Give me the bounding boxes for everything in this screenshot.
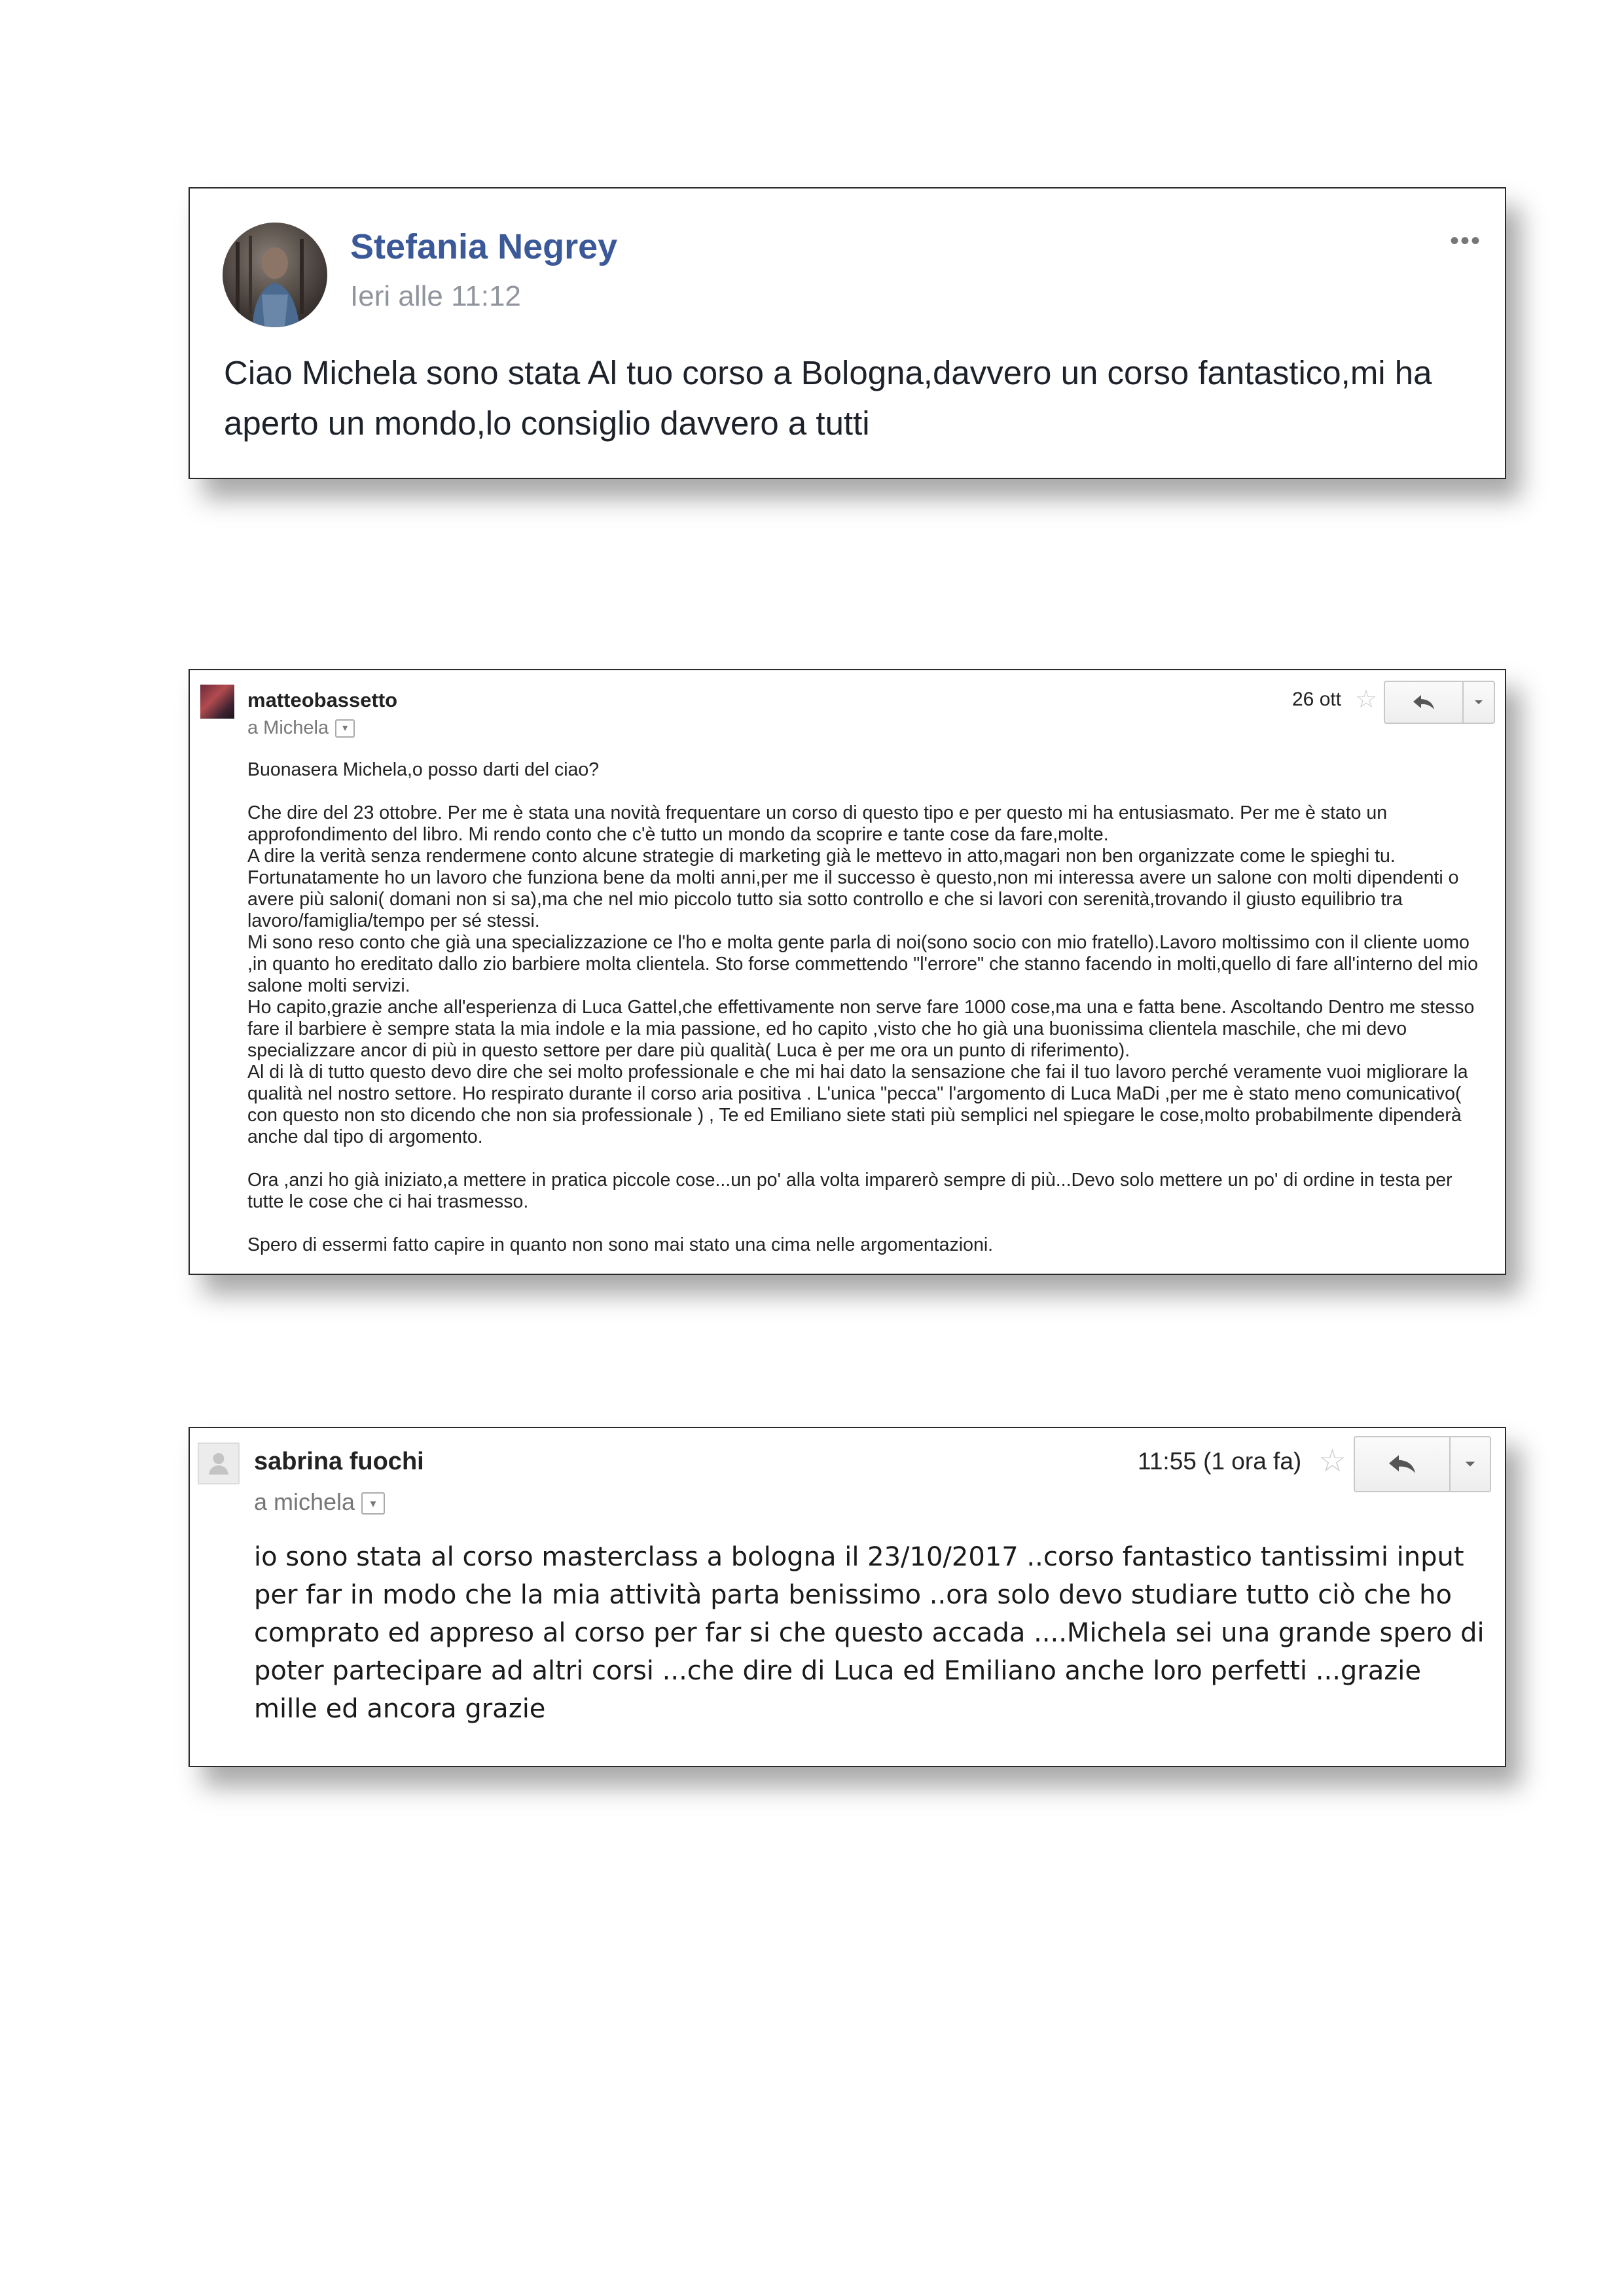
email-paragraph: A dire la verità senza rendermene conto alcune strategie di marketing già le mettevo in atto,magari non ben organizzate come le spieghi tu. (247, 846, 1396, 867)
profile-photo-icon (223, 223, 327, 327)
sender-name[interactable]: sabrina fuochi (254, 1448, 424, 1475)
email-body (247, 759, 1478, 1256)
recipient-details-icon[interactable]: ▾ (361, 1492, 385, 1515)
email-paragraph: Fortunatamente ho un lavoro che funziona bene da molti anni,per me il successo è questo,non mi interessa avere un salone con molti dipendenti o avere più saloni( domani non si sa),ma che nel mio piccolo tutto sia sotto controllo e che si lavori con serenità,trovando il giusto equilibrio tra lavoro/famiglia/tempo per sé stessi. (247, 867, 1459, 931)
sender-name[interactable]: matteobassetto (247, 689, 398, 711)
avatar[interactable] (198, 1443, 240, 1484)
star-icon[interactable]: ☆ (1355, 686, 1378, 713)
recipient-label: a Michela (247, 717, 329, 738)
reply-button-group (1354, 1436, 1491, 1492)
author-name[interactable]: Stefania Negrey (350, 227, 618, 266)
email-paragraph: Ora ,anzi ho già iniziato,a mettere in pratica piccole cose...un po' alla volta imparerò sempre di più...Devo solo mettere un po' di ordine in testa per tutte le cose che ci hai trasmesso. (247, 1170, 1453, 1212)
more-dots-icon[interactable]: ••• (1449, 226, 1481, 255)
recipient-line (247, 717, 355, 739)
email-paragraph: Che dire del 23 ottobre. Per me è stata una novità frequentare un corso di questo tipo e per questo mi ha entusiasmato. Per me è stato un approfondimento del libro. Mi rendo conto che c'è tutto un mondo da scoprire e tante cose da fare,molte. (247, 802, 1388, 845)
chevron-down-icon (1464, 1460, 1477, 1468)
reply-arrow-icon (1386, 1452, 1418, 1477)
default-user-icon (199, 1444, 238, 1483)
more-actions-button[interactable] (1464, 682, 1494, 723)
facebook-review-card (189, 187, 1506, 479)
reply-button-group (1384, 681, 1495, 724)
email-paragraph: Buonasera Michela,o posso darti del ciao? (247, 759, 600, 780)
message-date: 11:55 (1 ora fa) (1138, 1448, 1302, 1475)
email-review-card (189, 1427, 1506, 1767)
recipient-details-icon[interactable]: ▾ (335, 719, 355, 738)
email-review-card (189, 669, 1506, 1275)
email-paragraph: Spero di essermi fatto capire in quanto non sono mai stato una cima nelle argomentazioni. (247, 1234, 994, 1255)
timestamp[interactable]: Ieri alle 11:12 (350, 280, 521, 312)
reply-arrow-icon (1411, 692, 1437, 712)
recipient-label: a michela (254, 1488, 355, 1515)
reply-button[interactable] (1355, 1437, 1451, 1491)
chevron-down-icon (1473, 699, 1484, 706)
avatar[interactable] (223, 223, 327, 327)
email-paragraph: Mi sono reso conto che già una specializzazione ce l'ho e molta gente parla di noi(sono socio con mio fratello).Lavoro moltissimo con il cliente uomo ,in quanto ho ereditato dallo zio barbiere molta clientela. Sto forse commettendo "l'errore" che stanno facendo in molti,quello di fare all'interno del mio salone molti servizi. (247, 932, 1478, 996)
email-body: io sono stata al corso masterclass a bologna il 23/10/2017 ..corso fantastico tantissimi input per far in modo che la mia attività parta benissimo ..ora solo devo studiare tutto ciò che ho comprato ed appreso al corso per far si che questo accada ....Michela sei una grande spero di poter partecipare ad altri corsi ...che dire di Luca ed Emiliano anche loro perfetti ...grazie mille ed ancora grazie (254, 1542, 1485, 1724)
star-icon[interactable]: ☆ (1318, 1444, 1347, 1479)
email-paragraph: Al di là di tutto questo devo dire che sei molto professionale e che mi hai dato la sensazione che fai il tuo lavoro perché veramente vuoi migliorare la qualità nel nostro settore. Ho respirato durante il corso aria positiva . L'unica "pecca" l'argomento di Luca MaDi ,per me è stato meno comunicativo( con questo non sto dicendo che non sia professionale ) , Te ed Emiliano siete stati più semplici nel spiegare le cose,molto probabilmente dipenderà anche dal tipo di argomento. (247, 1062, 1468, 1147)
recipient-line (254, 1488, 385, 1516)
message-date: 26 ott (1292, 689, 1342, 710)
comment-text: Ciao Michela sono stata Al tuo corso a Bologna,davvero un corso fantastico,mi ha aperto un mondo,lo consiglio davvero a tutti (224, 354, 1432, 442)
avatar[interactable] (200, 685, 234, 719)
more-actions-button[interactable] (1451, 1437, 1490, 1491)
reply-button[interactable] (1385, 682, 1464, 723)
email-paragraph: Ho capito,grazie anche all'esperienza di Luca Gattel,che effettivamente non serve fare 1000 cose,ma una e fatta bene. Ascoltando Dentro me stesso fare il barbiere è sempre stata la mia indole e la mia passione, ed ho capito ,visto che ho già una buonissima clientela maschile, che mi devo specializzare ancor di più in questo settore per dare più qualità( Luca è per me ora un punto di riferimento). (247, 997, 1475, 1061)
